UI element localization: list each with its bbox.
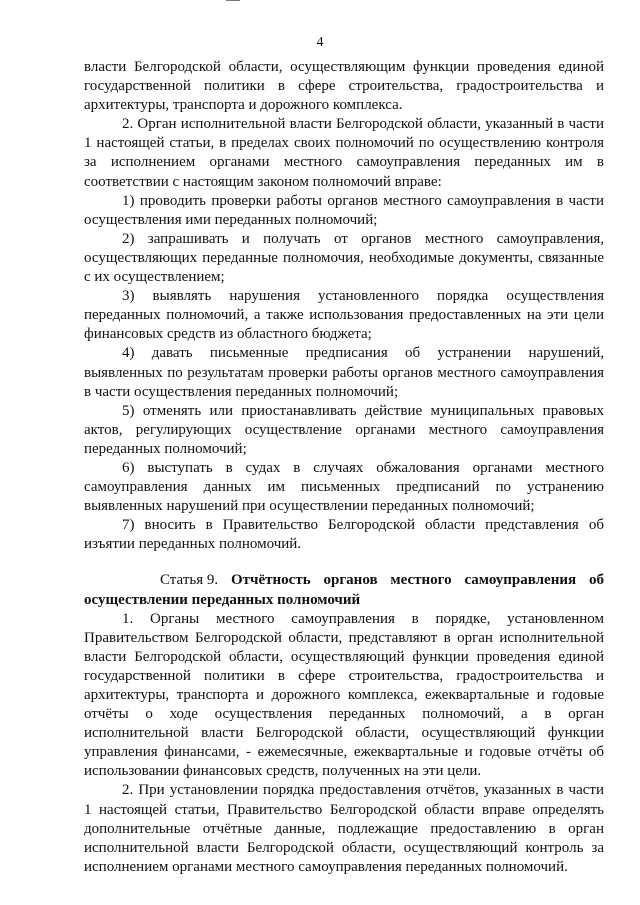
paragraph-continuation: власти Белгородской области, осуществляющим функции проведения единой государственной политики в сфере строительства, градостроительства и архитектуры, транспорта и дорожного комплекса. xyxy=(84,59,604,114)
list-item-7: 7) вносить в Правительство Белгородской области представления об изъятии переданных полномочий. xyxy=(84,517,604,553)
list-item-5: 5) отменять или приостанавливать действие муниципальных правовых актов, регулирующих осуществление органами местного самоуправления переданных полномочий; xyxy=(84,402,604,457)
article-heading xyxy=(84,571,604,609)
scan-artifact xyxy=(226,0,240,4)
list-item-2: 2) запрашивать и получать от органов местного самоуправления, осуществляющих переданные полномочия, необходимые документы, связанные с их осуществлением; xyxy=(84,230,604,286)
list-item-6: 6) выступать в судах в случаях обжалования органами местного самоуправления данных им письменных предписаний по устранению выявленных нарушений при осуществлении переданных полномочий; xyxy=(84,459,604,515)
page-number: 4 xyxy=(316,35,324,50)
list-item-4: 4) давать письменные предписания об устранении нарушений, выявленных по результатам проверки работы органов местного самоуправления в части осуществления переданных полномочий; xyxy=(84,345,604,400)
article-label: Статья 9. xyxy=(160,572,219,589)
document-body xyxy=(84,58,604,877)
list-item-1: 1) проводить проверки работы органов местного самоуправления в части осуществления ими переданных полномочий; xyxy=(84,192,604,228)
paragraph-article-part-2: 2. При установлении порядка предоставления отчётов, указанных в части 1 настоящей статьи, Правительство Белгородской области вправе определять дополнительные отчётные данные, подлежащие предоставлению в орган исполнительной власти Белгородской области, осуществляющий контроль за исполнением органами местного самоуправления переданных полномочий. xyxy=(84,782,604,875)
paragraph-article-part-1: 1. Органы местного самоуправления в порядке, установленном Правительством Белгородской области, представляют в орган исполнительной власти Белгородской области, осуществляющий функции проведения единой государственной политики в сфере строительства, градостроительства и архитектуры, транспорта и дорожного комплекса, ежеквартальные и годовые отчёты о ходе осуществления переданных полномочий, а в орган исполнительной власти Белгородской области, осуществляющий функции управления финансами, - ежемесячные, ежеквартальные и годовые отчёты об использовании финансовых средств, полученных на эти цели. xyxy=(84,610,604,780)
paragraph-part-2: 2. Орган исполнительной власти Белгородской области, указанный в части 1 настоящей статьи, в пределах своих полномочий по осуществлению контроля за исполнением органами местного самоуправления переданных им в соответствии с настоящим законом полномочий вправе: xyxy=(84,116,604,190)
list-item-3: 3) выявлять нарушения установленного порядка осуществления переданных полномочий, а также использования предоставленных на эти цели финансовых средств из областного бюджета; xyxy=(84,288,604,343)
article-title: Отчётность органов местного самоуправления об осуществлении переданных полномочий xyxy=(84,572,605,608)
